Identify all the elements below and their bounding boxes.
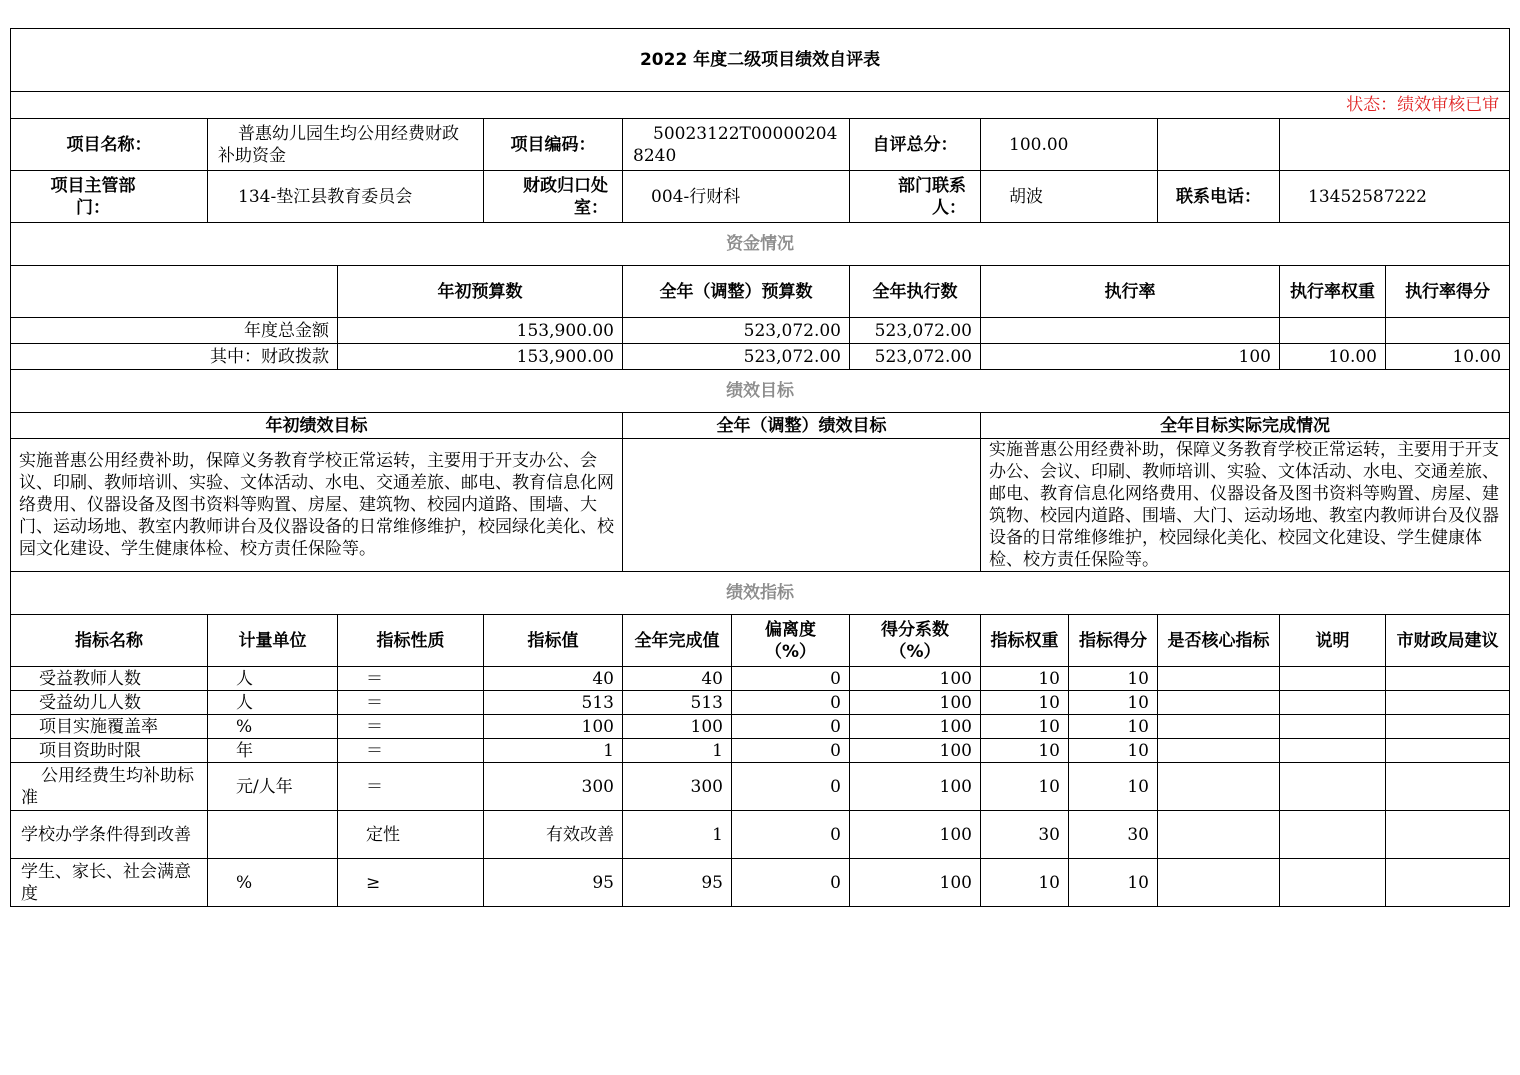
ind-coef: 100 <box>850 763 981 811</box>
ind-header-score: 指标得分 <box>1069 615 1158 667</box>
goal-actual-text: 实施普惠公用经费补助，保障义务教育学校正常运转，主要用于开支办公、会议、印刷、教师培训、实验、文体活动、水电、交通差旅、邮电、教育信息化网络费用、仪器设备及图书资料等购置、房屋、建筑物、校园内道路、围墙、大门、运动场地、教室内教师讲台及仪器设备的日常维修维护，校园绿化美化、校园文化建设、学生健康体检、校方责任保险等。 <box>981 439 1510 572</box>
ind-unit: % <box>208 715 338 739</box>
ind-header-advice: 市财政局建议 <box>1386 615 1510 667</box>
ind-note <box>1280 739 1386 763</box>
ind-target: 95 <box>484 859 623 907</box>
status-text: 状态：绩效审核已审 <box>11 92 1510 119</box>
ind-nature: ≥ <box>338 859 484 907</box>
ind-weight: 10 <box>981 763 1069 811</box>
ind-unit: 年 <box>208 739 338 763</box>
info-row-2 <box>11 171 1510 223</box>
indicator-row <box>11 667 1510 691</box>
ind-target: 300 <box>484 763 623 811</box>
ind-header-actual: 全年完成值 <box>623 615 732 667</box>
ind-name: 学校办学条件得到改善 <box>11 811 208 859</box>
ind-advice <box>1386 715 1510 739</box>
indicator-row <box>11 811 1510 859</box>
ind-core <box>1158 715 1280 739</box>
dept-label: 项目主管部门： <box>11 171 208 223</box>
ind-advice <box>1386 811 1510 859</box>
ind-weight: 10 <box>981 667 1069 691</box>
ind-nature: 定性 <box>338 811 484 859</box>
ind-core <box>1158 811 1280 859</box>
ind-name: 受益幼儿人数 <box>11 691 208 715</box>
funds-row-rate <box>981 318 1280 344</box>
funds-row <box>11 318 1510 344</box>
ind-header-target: 指标值 <box>484 615 623 667</box>
ind-deviation: 0 <box>732 859 850 907</box>
ind-score: 10 <box>1069 691 1158 715</box>
funds-header-executed: 全年执行数 <box>850 266 981 318</box>
ind-actual: 513 <box>623 691 732 715</box>
empty-cell <box>1158 119 1280 171</box>
ind-actual: 1 <box>623 811 732 859</box>
ind-nature: ＝ <box>338 763 484 811</box>
ind-name: 受益教师人数 <box>11 667 208 691</box>
ind-coef: 100 <box>850 811 981 859</box>
ind-name: 公用经费生均补助标准 <box>11 763 208 811</box>
ind-nature: ＝ <box>338 691 484 715</box>
ind-header-coef: 得分系数（%） <box>850 615 981 667</box>
indicator-row <box>11 691 1510 715</box>
project-name-label: 项目名称： <box>11 119 208 171</box>
indicator-row <box>11 859 1510 907</box>
ind-actual: 300 <box>623 763 732 811</box>
ind-deviation: 0 <box>732 811 850 859</box>
evaluation-table <box>10 28 1510 907</box>
ind-coef: 100 <box>850 739 981 763</box>
ind-score: 30 <box>1069 811 1158 859</box>
indicators-section-row <box>11 572 1510 615</box>
goals-header-row <box>11 413 1510 439</box>
ind-core <box>1158 763 1280 811</box>
funds-header-rate: 执行率 <box>981 266 1280 318</box>
ind-header-note: 说明 <box>1280 615 1386 667</box>
goals-content-row <box>11 439 1510 572</box>
funds-row-score <box>1386 318 1510 344</box>
score-label: 自评总分： <box>850 119 981 171</box>
ind-name: 学生、家长、社会满意度 <box>11 859 208 907</box>
funds-section-row <box>11 223 1510 266</box>
ind-advice <box>1386 859 1510 907</box>
indicators-section-title: 绩效指标 <box>11 572 1510 615</box>
title-row <box>11 29 1510 92</box>
ind-coef: 100 <box>850 691 981 715</box>
ind-score: 10 <box>1069 715 1158 739</box>
empty-cell <box>1280 119 1510 171</box>
ind-score: 10 <box>1069 667 1158 691</box>
contact-label: 部门联系人： <box>850 171 981 223</box>
project-code-value: 50023122T000002048240 <box>623 119 850 171</box>
indicators-header-row <box>11 615 1510 667</box>
ind-name: 项目实施覆盖率 <box>11 715 208 739</box>
funds-row-score: 10.00 <box>1386 344 1510 370</box>
ind-coef: 100 <box>850 667 981 691</box>
ind-advice <box>1386 667 1510 691</box>
ind-actual: 95 <box>623 859 732 907</box>
ind-actual: 100 <box>623 715 732 739</box>
funds-row-initial: 153,900.00 <box>338 318 623 344</box>
funds-section-title: 资金情况 <box>11 223 1510 266</box>
finance-office-label: 财政归口处室： <box>484 171 623 223</box>
funds-row-label: 其中：财政拨款 <box>11 344 338 370</box>
funds-row-executed: 523,072.00 <box>850 344 981 370</box>
goals-header-actual: 全年目标实际完成情况 <box>981 413 1510 439</box>
funds-header-adjusted: 全年（调整）预算数 <box>623 266 850 318</box>
info-row-1 <box>11 119 1510 171</box>
goals-header-adjusted: 全年（调整）绩效目标 <box>623 413 981 439</box>
funds-row-label: 年度总金额 <box>11 318 338 344</box>
phone-value: 13452587222 <box>1280 171 1510 223</box>
ind-core <box>1158 691 1280 715</box>
ind-weight: 10 <box>981 691 1069 715</box>
ind-header-unit: 计量单位 <box>208 615 338 667</box>
ind-nature: ＝ <box>338 739 484 763</box>
ind-note <box>1280 667 1386 691</box>
ind-target: 40 <box>484 667 623 691</box>
project-name-value: 普惠幼儿园生均公用经费财政补助资金 <box>208 119 484 171</box>
ind-target: 100 <box>484 715 623 739</box>
ind-advice <box>1386 763 1510 811</box>
score-value: 100.00 <box>981 119 1158 171</box>
ind-note <box>1280 715 1386 739</box>
finance-office-value: 004-行财科 <box>623 171 850 223</box>
ind-deviation: 0 <box>732 691 850 715</box>
ind-core <box>1158 739 1280 763</box>
funds-header-row <box>11 266 1510 318</box>
goals-section-row <box>11 370 1510 413</box>
ind-deviation: 0 <box>732 739 850 763</box>
page-title: 2022 年度二级项目绩效自评表 <box>11 29 1510 92</box>
ind-note <box>1280 691 1386 715</box>
funds-row-rate: 100 <box>981 344 1280 370</box>
ind-header-core: 是否核心指标 <box>1158 615 1280 667</box>
ind-core <box>1158 859 1280 907</box>
dept-value: 134-垫江县教育委员会 <box>208 171 484 223</box>
ind-note <box>1280 763 1386 811</box>
funds-row <box>11 344 1510 370</box>
funds-header-initial: 年初预算数 <box>338 266 623 318</box>
funds-row-adjusted: 523,072.00 <box>623 344 850 370</box>
ind-nature: ＝ <box>338 715 484 739</box>
funds-row-weight: 10.00 <box>1280 344 1386 370</box>
contact-value: 胡波 <box>981 171 1158 223</box>
ind-actual: 40 <box>623 667 732 691</box>
ind-advice <box>1386 691 1510 715</box>
ind-note <box>1280 811 1386 859</box>
ind-deviation: 0 <box>732 715 850 739</box>
funds-header-score: 执行率得分 <box>1386 266 1510 318</box>
ind-weight: 10 <box>981 859 1069 907</box>
ind-header-deviation: 偏离度（%） <box>732 615 850 667</box>
empty-cell <box>11 266 338 318</box>
ind-nature: ＝ <box>338 667 484 691</box>
status-row <box>11 92 1510 119</box>
ind-coef: 100 <box>850 715 981 739</box>
ind-score: 10 <box>1069 859 1158 907</box>
ind-unit: % <box>208 859 338 907</box>
ind-score: 10 <box>1069 763 1158 811</box>
ind-header-nature: 指标性质 <box>338 615 484 667</box>
ind-target: 有效改善 <box>484 811 623 859</box>
phone-label: 联系电话： <box>1158 171 1280 223</box>
ind-weight: 30 <box>981 811 1069 859</box>
ind-weight: 10 <box>981 715 1069 739</box>
indicator-row <box>11 739 1510 763</box>
ind-unit: 人 <box>208 667 338 691</box>
ind-actual: 1 <box>623 739 732 763</box>
ind-unit <box>208 811 338 859</box>
funds-row-weight <box>1280 318 1386 344</box>
ind-core <box>1158 667 1280 691</box>
indicator-row <box>11 715 1510 739</box>
ind-deviation: 0 <box>732 763 850 811</box>
ind-target: 1 <box>484 739 623 763</box>
ind-coef: 100 <box>850 859 981 907</box>
goal-initial-text: 实施普惠公用经费补助，保障义务教育学校正常运转，主要用于开支办公、会议、印刷、教师培训、实验、文体活动、水电、交通差旅、邮电、教育信息化网络费用、仪器设备及图书资料等购置、房屋、建筑物、校园内道路、围墙、大门、运动场地、教室内教师讲台及仪器设备的日常维修维护，校园绿化美化、校园文化建设、学生健康体检、校方责任保险等。 <box>11 439 623 572</box>
goals-header-initial: 年初绩效目标 <box>11 413 623 439</box>
ind-header-name: 指标名称 <box>11 615 208 667</box>
evaluation-sheet <box>10 28 1509 907</box>
ind-name: 项目资助时限 <box>11 739 208 763</box>
funds-row-initial: 153,900.00 <box>338 344 623 370</box>
ind-unit: 人 <box>208 691 338 715</box>
ind-advice <box>1386 739 1510 763</box>
ind-deviation: 0 <box>732 667 850 691</box>
ind-target: 513 <box>484 691 623 715</box>
funds-row-adjusted: 523,072.00 <box>623 318 850 344</box>
goals-section-title: 绩效目标 <box>11 370 1510 413</box>
ind-note <box>1280 859 1386 907</box>
funds-header-weight: 执行率权重 <box>1280 266 1386 318</box>
ind-header-weight: 指标权重 <box>981 615 1069 667</box>
ind-score: 10 <box>1069 739 1158 763</box>
indicator-row <box>11 763 1510 811</box>
ind-unit: 元/人年 <box>208 763 338 811</box>
funds-row-executed: 523,072.00 <box>850 318 981 344</box>
ind-weight: 10 <box>981 739 1069 763</box>
project-code-label: 项目编码： <box>484 119 623 171</box>
goal-adjusted-text <box>623 439 981 572</box>
